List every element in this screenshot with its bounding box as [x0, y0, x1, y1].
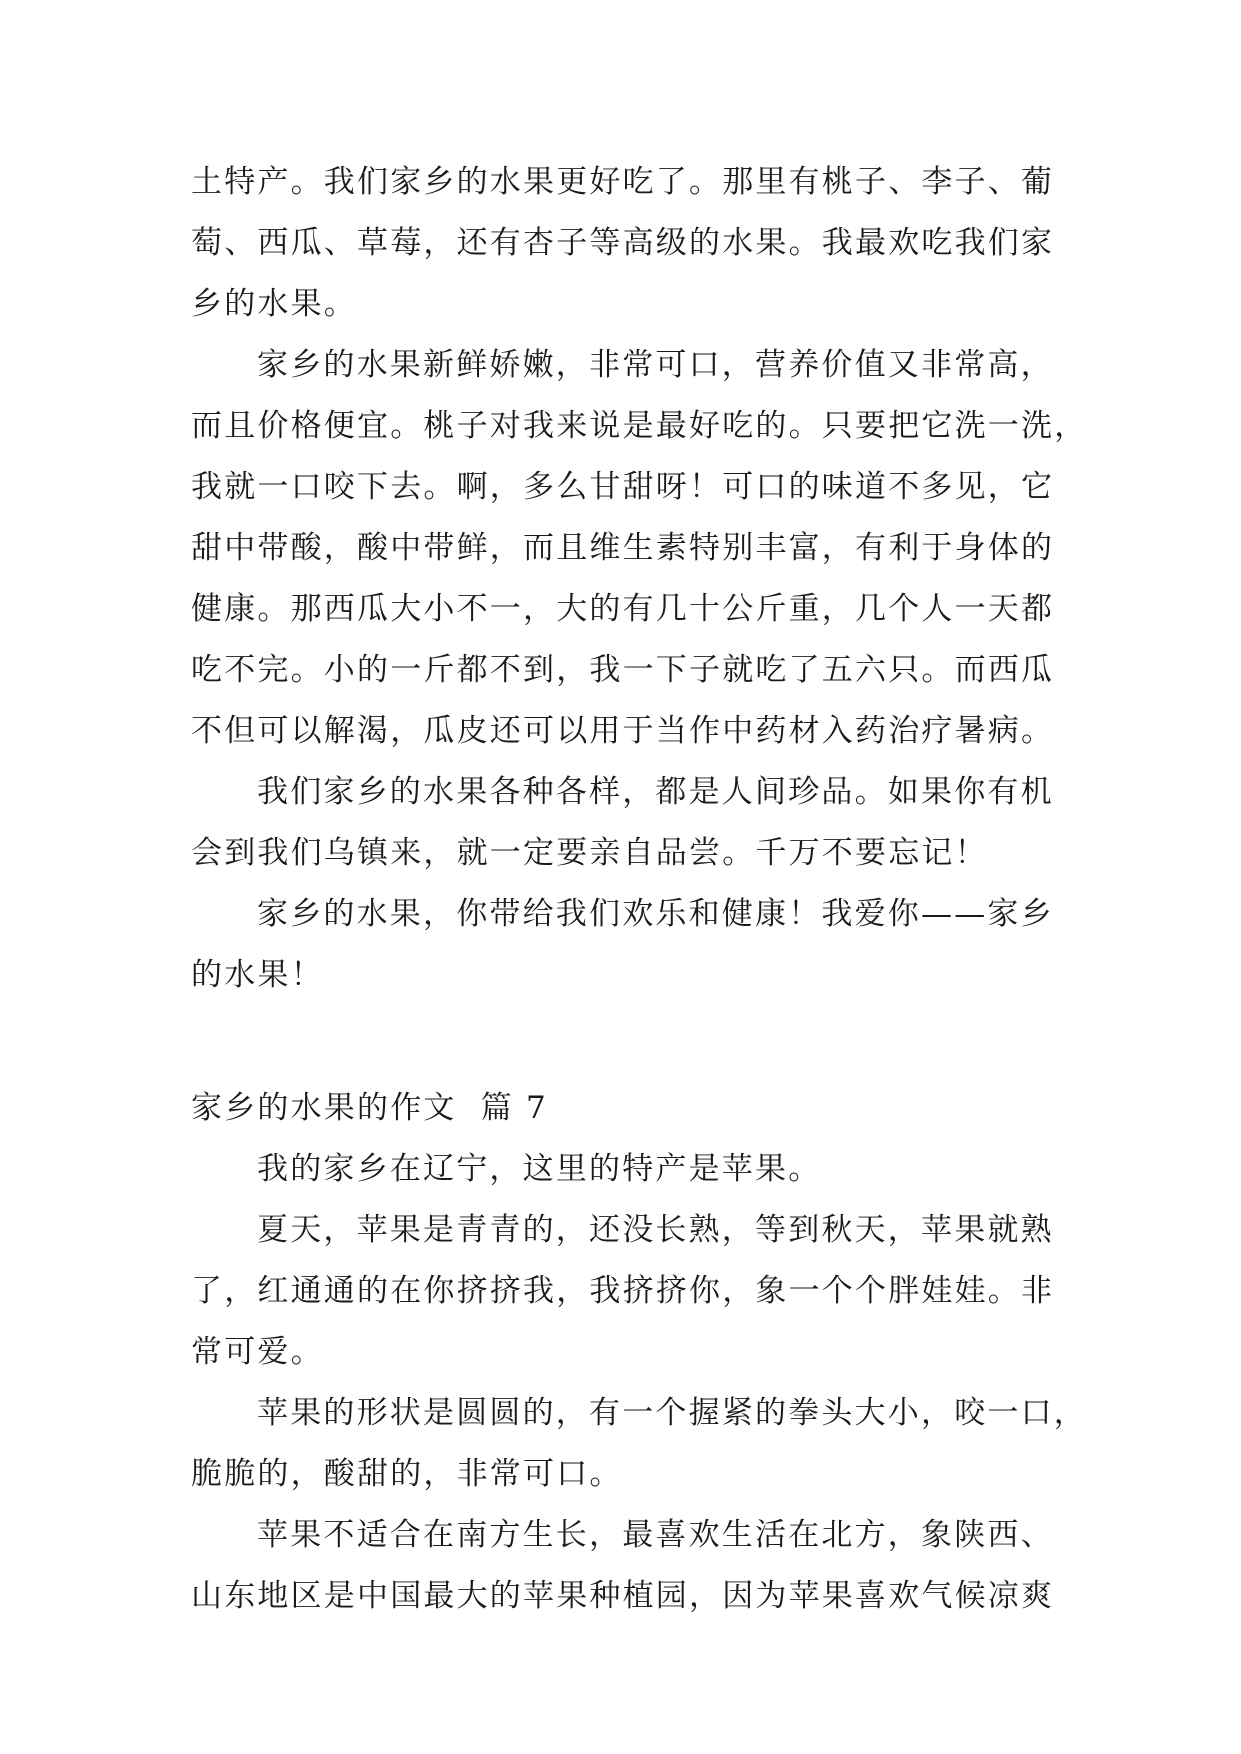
text-line: 夏天，苹果是青青的，还没长熟，等到秋天，苹果就熟: [257, 1212, 1054, 1248]
paragraph: [191, 1505, 1071, 1627]
text-line: 不但可以解渴，瓜皮还可以用于当作中药材入药治疗暑病。: [191, 713, 1055, 749]
paragraph: [191, 1200, 1071, 1383]
paragraph: [191, 1139, 1071, 1200]
section-spacer: [191, 1006, 1071, 1078]
text-line: 脆脆的，酸甜的，非常可口。: [191, 1456, 623, 1492]
text-line: 会到我们乌镇来，就一定要亲自品尝。千万不要忘记！: [191, 835, 988, 871]
text-line: 我们家乡的水果各种各样，都是人间珍品。如果你有机: [257, 774, 1054, 810]
text-line: 常可爱。: [191, 1334, 324, 1370]
text-line: 了，红通通的在你挤挤我，我挤挤你，象一个个胖娃娃。非: [191, 1273, 1055, 1309]
text-line: 萄、西瓜、草莓，还有杏子等高级的水果。我最欢吃我们家: [191, 225, 1055, 261]
text-line: 而且价格便宜。桃子对我来说是最好吃的。只要把它洗一洗，: [191, 408, 1088, 444]
text-line: 吃不完。小的一斤都不到，我一下子就吃了五六只。而西瓜: [191, 652, 1055, 688]
text-line: 的水果！: [191, 957, 324, 993]
paragraph: [191, 762, 1071, 884]
text-line: 我的家乡在辽宁，这里的特产是苹果。: [257, 1151, 822, 1187]
text-line: 苹果不适合在南方生长，最喜欢生活在北方，象陕西、: [257, 1517, 1054, 1553]
text-line: 甜中带酸，酸中带鲜，而且维生素特别丰富，有利于身体的: [191, 530, 1055, 566]
text-line: 家乡的水果新鲜娇嫩，非常可口，营养价值又非常高，: [257, 347, 1054, 383]
section-heading: 家乡的水果的作文 篇 7: [191, 1090, 548, 1126]
text-line: 山东地区是中国最大的苹果种植园，因为苹果喜欢气候凉爽: [191, 1578, 1055, 1614]
text-line: 苹果的形状是圆圆的，有一个握紧的拳头大小，咬一口，: [257, 1395, 1087, 1431]
text-line: 我就一口咬下去。啊，多么甘甜呀！可口的味道不多见，它: [191, 469, 1055, 505]
text-line: 乡的水果。: [191, 286, 357, 322]
paragraph: [191, 1383, 1087, 1505]
paragraph: [191, 335, 1088, 762]
paragraph: [191, 884, 1071, 1006]
document-body: [191, 152, 1088, 1627]
text-line: 土特产。我们家乡的水果更好吃了。那里有桃子、李子、葡: [191, 164, 1055, 200]
text-line: 健康。那西瓜大小不一，大的有几十公斤重，几个人一天都: [191, 591, 1055, 627]
text-line: 家乡的水果，你带给我们欢乐和健康！我爱你——家乡: [257, 896, 1054, 932]
paragraph: [191, 152, 1071, 335]
